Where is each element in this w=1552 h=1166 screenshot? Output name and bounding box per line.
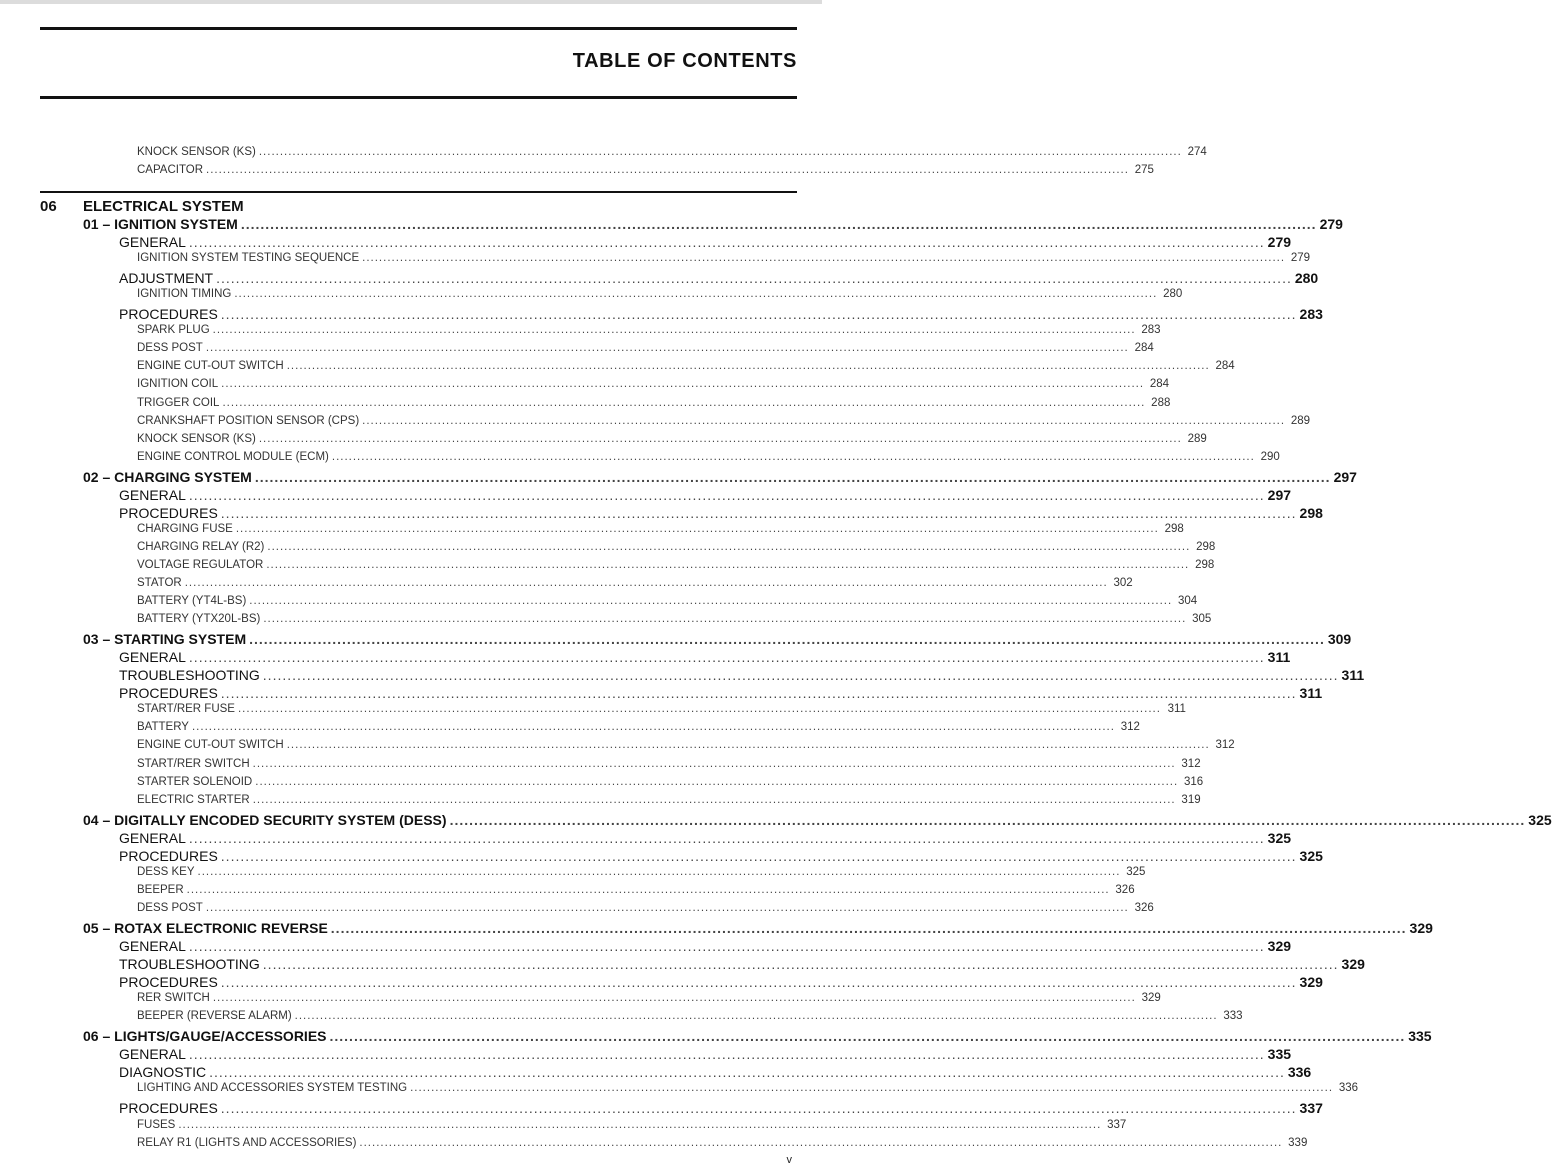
dot-leader: ............................................................................................................................................................................................................................ — [222, 397, 1146, 409]
dot-leader: ............................................................................................................................................................................................................................ — [221, 378, 1145, 390]
toc-entry-page: 289 — [1290, 415, 1311, 427]
dot-leader: ............................................................................................................................................................................................................................ — [237, 703, 1161, 715]
toc-entry[interactable] — [137, 866, 1146, 878]
toc-entry-label: BATTERY (YTX20L-BS) — [137, 613, 261, 625]
toc-entry[interactable] — [137, 595, 1198, 607]
toc-entry-label: STATOR — [137, 577, 182, 589]
toc-entry-page: 329 — [1267, 938, 1292, 954]
toc-entry[interactable] — [119, 1064, 1312, 1080]
toc-entry-page: 311 — [1167, 703, 1186, 715]
toc-entry[interactable] — [119, 487, 1292, 503]
toc-entry-page: 335 — [1408, 1028, 1432, 1044]
toc-entry[interactable] — [119, 649, 1291, 665]
toc-entry-page: 333 — [1223, 1010, 1243, 1022]
dot-leader: ............................................................................................................................................................................................................................ — [286, 739, 1210, 751]
toc-entry[interactable] — [137, 360, 1235, 372]
section-number: 06 — [40, 198, 57, 215]
toc-entry-page: 325 — [1528, 812, 1552, 828]
toc-entry[interactable] — [137, 613, 1212, 625]
dot-leader: ............................................................................................................................................................................................................................ — [212, 992, 1136, 1004]
toc-entry-label: STARTER SOLENOID — [137, 776, 253, 788]
toc-entry-page: 298 — [1299, 505, 1323, 521]
toc-entry-page: 311 — [1267, 649, 1291, 665]
dot-leader: ............................................................................................................................................................................................................................ — [240, 216, 1317, 232]
dot-leader: ............................................................................................................................................................................................................................ — [331, 451, 1255, 463]
toc-entry-label: DESS POST — [137, 342, 203, 354]
toc-entry-label: START/RER FUSE — [137, 703, 235, 715]
toc-entry-page: 329 — [1299, 974, 1323, 990]
toc-entry-label: IGNITION TIMING — [137, 288, 232, 300]
page-title: TABLE OF CONTENTS — [572, 50, 797, 72]
toc-entry[interactable] — [83, 631, 1352, 647]
toc-entry-label: GENERAL — [119, 830, 186, 846]
toc-entry-page: 335 — [1267, 1046, 1292, 1062]
toc-entry-label: GENERAL — [119, 487, 186, 503]
toc-entry-page: 298 — [1164, 523, 1184, 535]
dot-leader: ............................................................................................................................................................................................................................ — [220, 974, 1297, 990]
toc-entry[interactable] — [137, 739, 1235, 751]
toc-entry-page: 337 — [1107, 1119, 1127, 1131]
toc-entry[interactable] — [119, 938, 1292, 954]
toc-entry[interactable] — [137, 252, 1311, 264]
toc-entry-page: 311 — [1299, 685, 1323, 701]
toc-entry[interactable] — [119, 270, 1319, 286]
toc-entry-label: VOLTAGE REGULATOR — [137, 559, 264, 571]
toc-entry[interactable] — [119, 974, 1323, 990]
toc-entry-page: 329 — [1141, 992, 1161, 1004]
dot-leader: ............................................................................................................................................................................................................................ — [286, 360, 1210, 372]
toc-entry-label: ENGINE CUT-OUT SWITCH — [137, 360, 284, 372]
toc-entry[interactable] — [137, 902, 1154, 914]
toc-entry-label: 05 – ROTAX ELECTRONIC REVERSE — [83, 920, 328, 936]
dot-leader: ............................................................................................................................................................................................................................ — [188, 234, 1265, 250]
toc-entry-label: BEEPER — [137, 884, 184, 896]
dot-leader: ............................................................................................................................................................................................................................ — [249, 631, 1325, 647]
toc-entry[interactable] — [119, 830, 1292, 846]
toc-entry-label: TROUBLESHOOTING — [119, 667, 260, 683]
toc-entry-page: 279 — [1290, 252, 1311, 264]
toc-entry-label: KNOCK SENSOR (KS) — [137, 433, 256, 445]
page-number: v — [786, 1154, 792, 1166]
toc-entry-page: 283 — [1299, 306, 1323, 322]
toc-entry-page: 302 — [1113, 577, 1133, 589]
toc-entry-label: PROCEDURES — [119, 505, 218, 521]
toc-entry[interactable] — [119, 1046, 1292, 1062]
toc-entry-label: 02 – CHARGING SYSTEM — [83, 469, 252, 485]
toc-entry-label: DESS KEY — [137, 866, 195, 878]
dot-leader: ............................................................................................................................................................................................................................ — [184, 577, 1108, 589]
toc-entry-page: 337 — [1299, 1100, 1323, 1116]
toc-entry[interactable] — [83, 920, 1433, 936]
toc-entry-label: GENERAL — [119, 234, 186, 250]
dot-leader: ............................................................................................................................................................................................................................ — [252, 794, 1176, 806]
toc-entry[interactable] — [137, 992, 1161, 1004]
toc-entry-page: 325 — [1126, 866, 1146, 878]
dot-leader: ............................................................................................................................................................................................................................ — [220, 306, 1297, 322]
toc-entry-label: TROUBLESHOOTING — [119, 956, 260, 972]
toc-entry-page: 279 — [1319, 216, 1343, 232]
toc-entry-label: PROCEDURES — [119, 306, 218, 322]
toc-entry-label: CRANKSHAFT POSITION SENSOR (CPS) — [137, 415, 360, 427]
toc-entry[interactable] — [119, 667, 1365, 683]
toc-entry-page: 305 — [1192, 613, 1212, 625]
toc-entry-label: TRIGGER COIL — [137, 397, 220, 409]
toc-entry[interactable] — [137, 1082, 1359, 1094]
toc-entry-page: 326 — [1115, 884, 1135, 896]
toc-entry[interactable] — [137, 794, 1201, 806]
dot-leader: ............................................................................................................................................................................................................................ — [205, 342, 1129, 354]
dot-leader: ............................................................................................................................................................................................................................ — [267, 541, 1191, 553]
dot-leader: ............................................................................................................................................................................................................................ — [216, 270, 1292, 286]
toc-entry-page: 275 — [1134, 164, 1154, 176]
toc-entry[interactable] — [83, 812, 1552, 828]
toc-entry-page: 280 — [1163, 288, 1183, 300]
toc-entry-page: 311 — [1341, 667, 1365, 683]
toc-entry-label: KNOCK SENSOR (KS) — [137, 146, 256, 158]
section-title: ELECTRICAL SYSTEM — [83, 198, 244, 215]
toc-entry[interactable] — [137, 703, 1186, 715]
dot-leader: ............................................................................................................................................................................................................................ — [330, 920, 1407, 936]
dot-leader: ............................................................................................................................................................................................................................ — [220, 1100, 1297, 1116]
toc-entry[interactable] — [83, 469, 1357, 485]
dot-leader: ............................................................................................................................................................................................................................ — [186, 884, 1110, 896]
toc-entry[interactable] — [119, 306, 1323, 322]
dot-leader: ............................................................................................................................................................................................................................ — [359, 1137, 1283, 1149]
dot-leader: ............................................................................................................................................................................................................................ — [220, 505, 1297, 521]
toc-entry[interactable] — [119, 505, 1323, 521]
dot-leader: ............................................................................................................................................................................................................................ — [362, 252, 1286, 264]
dot-leader: ............................................................................................................................................................................................................................ — [255, 776, 1179, 788]
toc-entry-label: BEEPER (REVERSE ALARM) — [137, 1010, 292, 1022]
toc-entry-page: 336 — [1338, 1082, 1359, 1094]
toc-entry-label: BATTERY (YT4L-BS) — [137, 595, 247, 607]
toc-entry-label: RER SWITCH — [137, 992, 210, 1004]
dot-leader: ............................................................................................................................................................................................................................ — [191, 721, 1115, 733]
toc-entry[interactable] — [119, 685, 1323, 701]
dot-leader: ............................................................................................................................................................................................................................ — [212, 324, 1136, 336]
toc-entry-label: 01 – IGNITION SYSTEM — [83, 216, 238, 232]
dot-leader: ............................................................................................................................................................................................................................ — [205, 902, 1129, 914]
toc-entry[interactable] — [137, 288, 1183, 300]
toc-entry-page: 336 — [1287, 1064, 1312, 1080]
toc-entry[interactable] — [137, 433, 1207, 445]
dot-leader: ............................................................................................................................................................................................................................ — [258, 146, 1182, 158]
dot-leader: ............................................................................................................................................................................................................................ — [188, 830, 1265, 846]
toc-entry-label: FUSES — [137, 1119, 176, 1131]
toc-entry-label: GENERAL — [119, 649, 186, 665]
toc-entry-label: 04 – DIGITALLY ENCODED SECURITY SYSTEM (DESS) — [83, 812, 447, 828]
toc-entry-label: PROCEDURES — [119, 1100, 218, 1116]
toc-entry-label: ELECTRIC STARTER — [137, 794, 250, 806]
toc-entry-label: ENGINE CUT-OUT SWITCH — [137, 739, 284, 751]
toc-entry[interactable] — [137, 559, 1215, 571]
toc-entry-label: 06 – LIGHTS/GAUGE/ACCESSORIES — [83, 1028, 327, 1044]
toc-entry-page: 274 — [1187, 146, 1207, 158]
dot-leader: ............................................................................................................................................................................................................................ — [188, 1046, 1265, 1062]
dot-leader: ............................................................................................................................................................................................................................ — [220, 848, 1297, 864]
toc-entry-label: START/RER SWITCH — [137, 758, 250, 770]
toc-entry[interactable] — [137, 1137, 1308, 1149]
toc-entry[interactable] — [137, 324, 1161, 336]
dot-leader: ............................................................................................................................................................................................................................ — [206, 164, 1129, 176]
toc-entry-page: 284 — [1215, 360, 1235, 372]
toc-entry[interactable] — [137, 721, 1140, 733]
toc-entry-page: 326 — [1134, 902, 1154, 914]
toc-entry-page: 284 — [1149, 378, 1170, 390]
toc-entry-label: PROCEDURES — [119, 685, 218, 701]
toc-entry[interactable] — [137, 415, 1311, 427]
toc-entry-label: 03 – STARTING SYSTEM — [83, 631, 247, 647]
toc-entry[interactable] — [137, 884, 1135, 896]
toc-entry-page: 325 — [1267, 830, 1292, 846]
toc-entry-label: ENGINE CONTROL MODULE (ECM) — [137, 451, 329, 463]
dot-leader: ............................................................................................................................................................................................................................ — [362, 415, 1286, 427]
toc-entry-page: 298 — [1196, 541, 1216, 553]
toc-entry-page: 284 — [1134, 342, 1154, 354]
dot-leader: ............................................................................................................................................................................................................................ — [235, 523, 1159, 535]
toc-entry-page: 279 — [1267, 234, 1292, 250]
dot-leader: ............................................................................................................................................................................................................................ — [252, 758, 1176, 770]
toc-entry[interactable] — [137, 451, 1280, 463]
dot-leader: ............................................................................................................................................................................................................................ — [188, 938, 1265, 954]
toc-entry-label: PROCEDURES — [119, 974, 218, 990]
toc-entry-label: BATTERY — [137, 721, 189, 733]
toc-entry[interactable] — [137, 776, 1204, 788]
toc-entry-page: 288 — [1151, 397, 1171, 409]
toc-entry[interactable] — [83, 1028, 1432, 1044]
dot-leader: ............................................................................................................................................................................................................................ — [254, 469, 1331, 485]
toc-entry-label: SPARK PLUG — [137, 324, 210, 336]
dot-leader: ............................................................................................................................................................................................................................ — [449, 812, 1526, 828]
toc-entry[interactable] — [137, 397, 1171, 409]
toc-entry[interactable] — [119, 848, 1323, 864]
toc-entry[interactable] — [137, 342, 1154, 354]
toc-entry-page: 329 — [1341, 956, 1365, 972]
dot-leader: ............................................................................................................................................................................................................................ — [209, 1064, 1285, 1080]
dot-leader: ............................................................................................................................................................................................................................ — [188, 487, 1265, 503]
dot-leader: ............................................................................................................................................................................................................................ — [410, 1082, 1334, 1094]
toc-entry-label: RELAY R1 (LIGHTS AND ACCESSORIES) — [137, 1137, 357, 1149]
toc-entry-label: GENERAL — [119, 938, 186, 954]
toc-entry[interactable] — [137, 577, 1133, 589]
dot-leader: ............................................................................................................................................................................................................................ — [329, 1028, 1406, 1044]
dot-leader: ............................................................................................................................................................................................................................ — [220, 685, 1297, 701]
dot-leader: ............................................................................................................................................................................................................................ — [262, 667, 1339, 683]
toc-entry-page: 283 — [1141, 324, 1161, 336]
toc-entry-page: 304 — [1178, 595, 1198, 607]
dot-leader: ............................................................................................................................................................................................................................ — [188, 649, 1265, 665]
toc-entry-page: 297 — [1267, 487, 1292, 503]
dot-leader: ............................................................................................................................................................................................................................ — [178, 1119, 1102, 1131]
toc-entry[interactable] — [137, 378, 1170, 390]
toc-entry-label: CHARGING FUSE — [137, 523, 233, 535]
dot-leader: ............................................................................................................................................................................................................................ — [197, 866, 1121, 878]
toc-entry[interactable] — [137, 758, 1201, 770]
toc-entry-label: DESS POST — [137, 902, 203, 914]
toc-entry-label: IGNITION SYSTEM TESTING SEQUENCE — [137, 252, 360, 264]
toc-entry-label: LIGHTING AND ACCESSORIES SYSTEM TESTING — [137, 1082, 408, 1094]
toc-entry-page: 312 — [1120, 721, 1140, 733]
toc-entry-page: 297 — [1333, 469, 1357, 485]
toc-entry-page: 316 — [1183, 776, 1204, 788]
toc-entry-page: 289 — [1187, 433, 1207, 445]
dot-leader: ............................................................................................................................................................................................................................ — [234, 288, 1158, 300]
toc-entry[interactable] — [119, 956, 1365, 972]
toc-entry-label: DIAGNOSTIC — [119, 1064, 207, 1080]
toc-entry-page: 312 — [1181, 758, 1201, 770]
dot-leader: ............................................................................................................................................................................................................................ — [258, 433, 1182, 445]
toc-entry[interactable] — [137, 541, 1216, 553]
dot-leader: ............................................................................................................................................................................................................................ — [263, 613, 1187, 625]
dot-leader: ............................................................................................................................................................................................................................ — [294, 1010, 1218, 1022]
toc-entry-page: 329 — [1409, 920, 1433, 936]
toc-entry-page: 309 — [1327, 631, 1352, 647]
toc-entry-label: GENERAL — [119, 1046, 186, 1062]
toc-entry[interactable] — [119, 234, 1292, 250]
toc-entry-label: IGNITION COIL — [137, 378, 219, 390]
toc-entry-page: 339 — [1288, 1137, 1308, 1149]
dot-leader: ............................................................................................................................................................................................................................ — [266, 559, 1190, 571]
toc-entry-page: 298 — [1195, 559, 1215, 571]
toc-entry[interactable] — [137, 1010, 1243, 1022]
toc-entry[interactable] — [137, 523, 1184, 535]
dot-leader: ............................................................................................................................................................................................................................ — [249, 595, 1173, 607]
toc-entry-page: 325 — [1299, 848, 1323, 864]
toc-entry[interactable] — [119, 1100, 1323, 1116]
toc-entry-label: CHARGING RELAY (R2) — [137, 541, 265, 553]
toc-entry-page: 319 — [1181, 794, 1201, 806]
toc-entry-page: 290 — [1260, 451, 1280, 463]
toc-entry[interactable] — [83, 216, 1343, 232]
toc-entry-label: PROCEDURES — [119, 848, 218, 864]
toc-entry-label: CAPACITOR — [137, 164, 204, 176]
toc-entry-page: 280 — [1294, 270, 1319, 286]
dot-leader: ............................................................................................................................................................................................................................ — [262, 956, 1339, 972]
toc-entry[interactable] — [137, 1119, 1127, 1131]
toc-entry-label: ADJUSTMENT — [119, 270, 214, 286]
toc-entry-page: 312 — [1215, 739, 1235, 751]
